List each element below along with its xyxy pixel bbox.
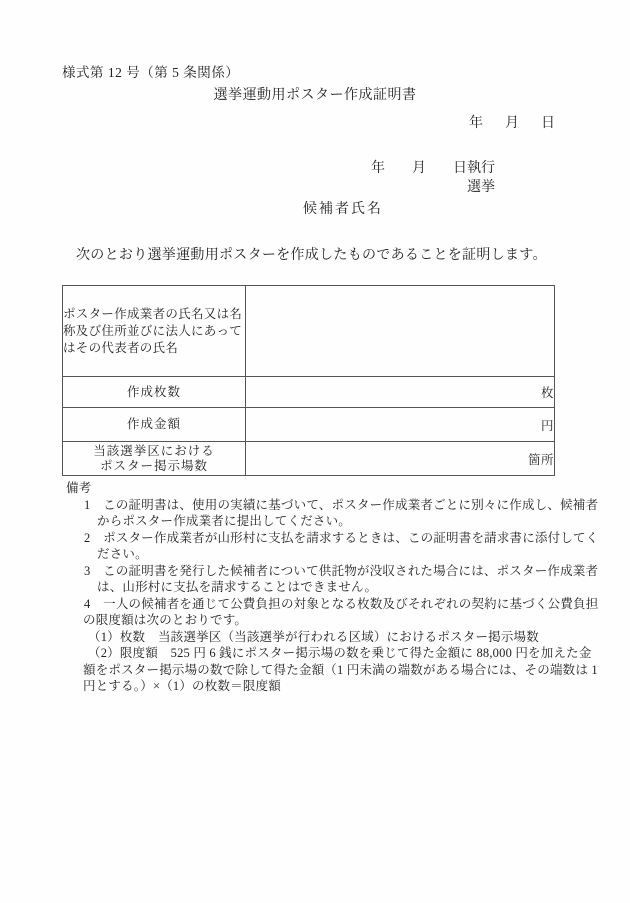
board-count-label [63,442,246,476]
remark-line: 3 この証明書を発行した候補者について供託物が没収された場合には、ポスター作成業者 [84,563,599,578]
certificate-table [62,285,555,476]
remarks-heading: 備考 [66,481,92,495]
table-row-boards [63,442,555,476]
candidate-name-label: 候補者氏名 [303,202,383,217]
election-date-day-label: 日執行 [453,161,495,176]
poster-count-unit: 枚 [246,377,555,408]
issue-date-line [0,116,555,131]
remark-line: 額をポスター掲示場の数で除して得た金額（1 円未満の端数がある場合には、その端数は 1 [83,662,598,677]
election-label: 選挙 [467,180,495,195]
business-name-label: ポスター作成業者の氏名又は名称及び住所並びに法人にあってはその代表者の氏名 [63,286,246,377]
amount-unit: 円 [246,408,555,442]
table-row-amount [63,408,555,442]
board-count-unit: 箇所 [246,442,555,476]
board-count-label-line1: 当該選挙区における [93,443,215,458]
issue-date-year-label: 年 [469,116,483,131]
table-row-count [63,377,555,408]
election-date-year-label: 年 [371,161,385,176]
board-count-label-line2: ポスター掲示場数 [99,458,208,473]
remark-line: からポスター作成業者に提出してください。 [97,514,352,528]
business-name-value-cell [246,286,555,377]
remark-line: ださい。 [97,547,148,561]
form-number: 様式第 12 号（第 5 条関係） [62,65,240,80]
remark-line: （2）限度額 525 円 6 銭にポスター掲示場の数を乗じて得た金額に 88,000 円を加えた金 [88,646,592,660]
issue-date-month-label: 月 [505,116,519,131]
remark-line: 2 ポスター作成業者が山形村に支払を請求するときは、この証明書を請求書に添付してく [84,530,599,545]
poster-count-label: 作成枚数 [63,377,246,408]
certification-statement: 次のとおり選挙運動用ポスターを作成したものであることを証明します。 [76,248,547,263]
remark-line: 円とする。）×（1）の枚数＝限度額 [83,679,281,693]
election-date-month-label: 月 [412,161,426,176]
remark-line: 1 この証明書は、使用の実績に基づいて、ポスター作成業者ごとに別々に作成し、候補者 [84,497,599,512]
remark-line: の限度額は次のとおりです。 [83,613,248,627]
document-title: 選挙運動用ポスター作成証明書 [213,88,417,103]
election-date-line [0,161,495,176]
remarks-section [66,480,610,695]
remark-line: （1）枚数 当該選挙区（当該選挙が行われる区域）におけるポスター掲示場数 [88,629,539,644]
remark-line: 4 一人の候補者を通じて公費負担の対象となる枚数及びそれぞれの契約に基づく公費負担 [84,596,599,611]
amount-label: 作成金額 [63,408,246,442]
table-row-business [63,286,555,377]
remark-line: は、山形村に支払を請求することはできません。 [97,580,378,594]
issue-date-day-label: 日 [541,116,555,131]
